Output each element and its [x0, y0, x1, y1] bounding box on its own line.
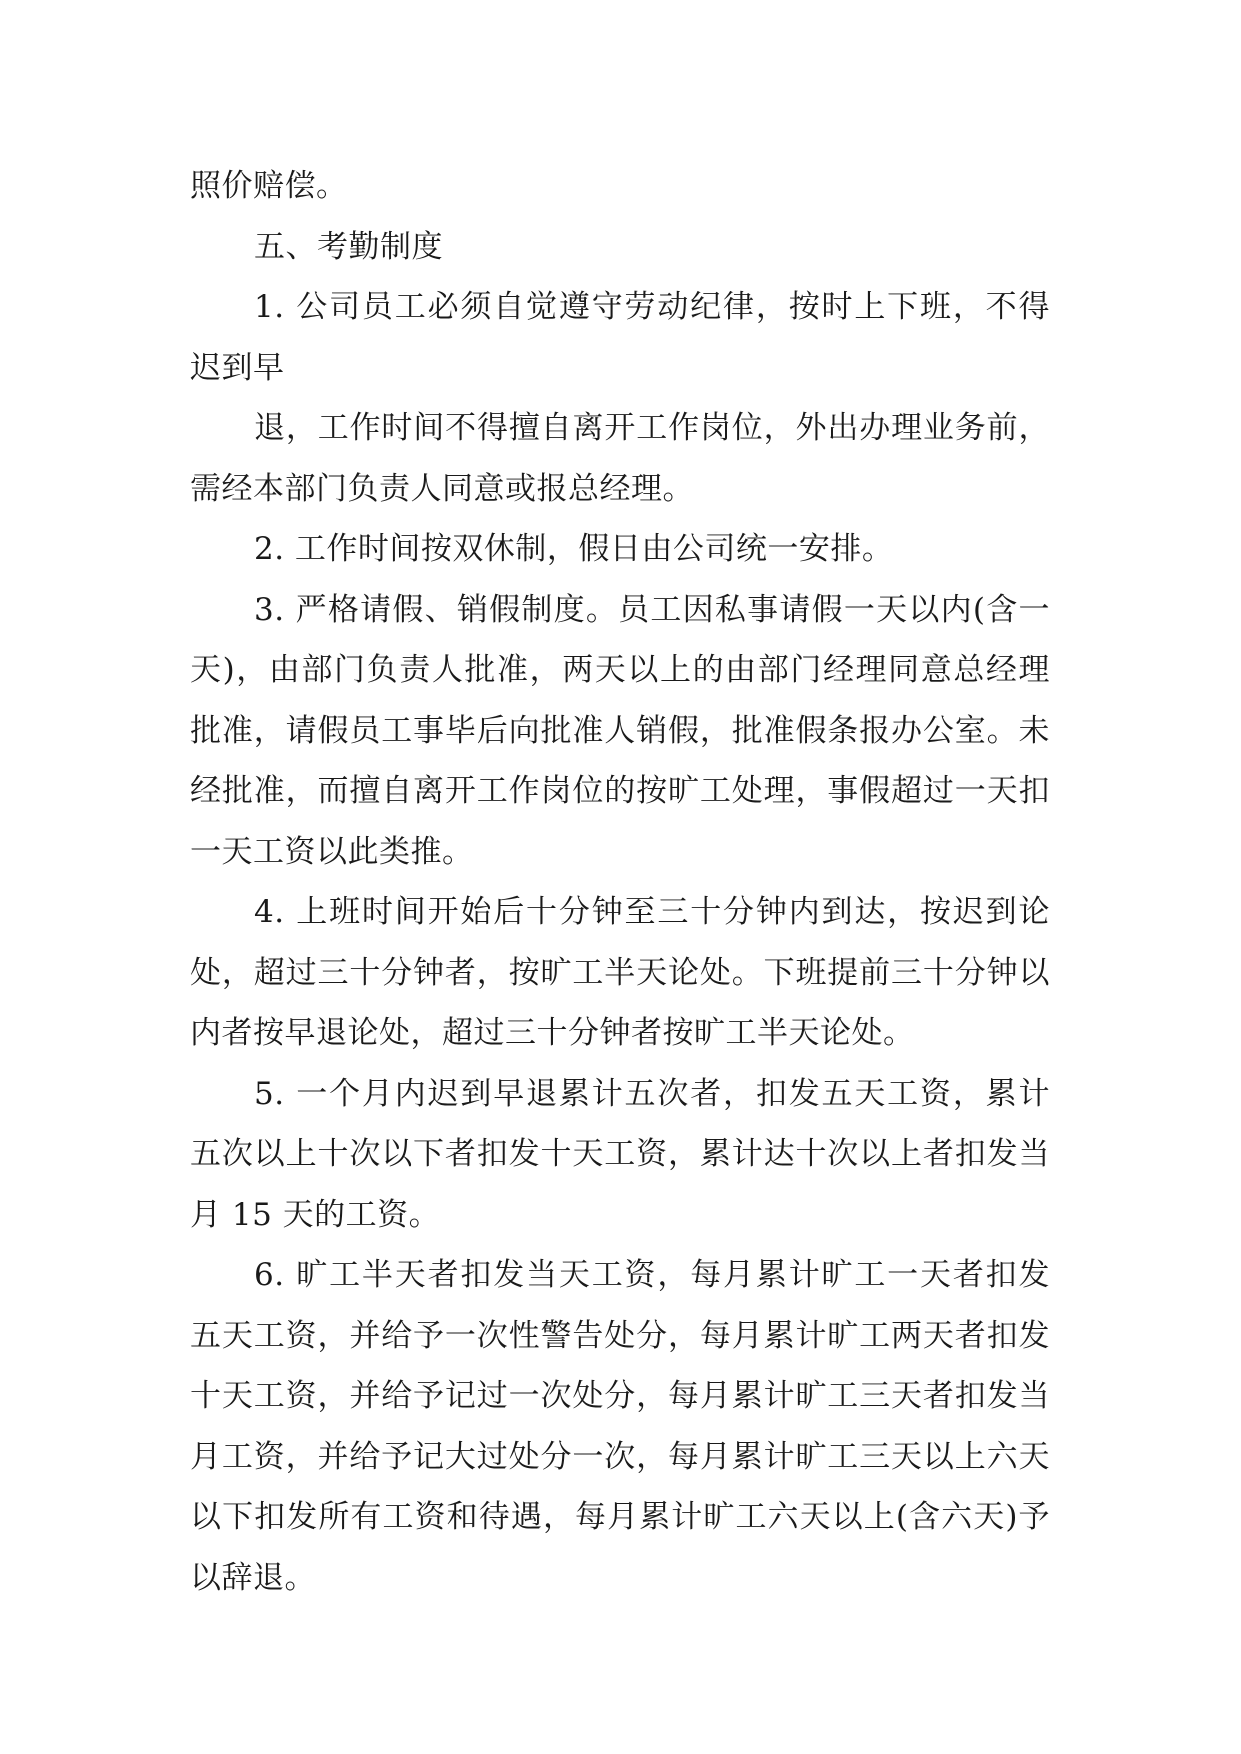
- rule-4: 4. 上班时间开始后十分钟至三十分钟内到达，按迟到论处，超过三十分钟者，按旷工半天论处。下班提前三十分钟以内者按早退论处，超过三十分钟者按旷工半天论处。: [190, 894, 1050, 1051]
- document-body: [190, 156, 1050, 1608]
- rule-3: 3. 严格请假、销假制度。员工因私事请假一天以内(含一天)，由部门负责人批准，两天以上的由部门经理同意总经理批准，请假员工事毕后向批准人销假，批准假条报办公室。未经批准，而擅自离开工作岗位的按旷工处理，事假超过一天扣一天工资以此类推。: [190, 591, 1050, 870]
- rule-1: 1. 公司员工必须自觉遵守劳动纪律，按时上下班，不得迟到早: [190, 289, 1050, 386]
- paragraph-continuation: 照价赔偿。: [190, 168, 348, 204]
- rule-5: 5. 一个月内迟到早退累计五次者，扣发五天工资，累计五次以上十次以下者扣发十天工资，累计达十次以上者扣发当月 15 天的工资。: [190, 1075, 1050, 1233]
- rule-1-continued: 退，工作时间不得擅自离开工作岗位，外出办理业务前，需经本部门负责人同意或报总经理。: [190, 410, 1050, 507]
- rule-6: 6. 旷工半天者扣发当天工资，每月累计旷工一天者扣发五天工资，并给予一次性警告处分，每月累计旷工两天者扣发十天工资，并给予记过一次处分，每月累计旷工三天者扣发当月工资，并给予记大过处分一次，每月累计旷工三天以上六天以下扣发所有工资和待遇，每月累计旷工六天以上(含六天)予以辞退。: [190, 1257, 1050, 1596]
- rule-2: 2. 工作时间按双休制，假日由公司统一安排。: [254, 531, 894, 567]
- section-heading-attendance: 五、考勤制度: [254, 228, 443, 265]
